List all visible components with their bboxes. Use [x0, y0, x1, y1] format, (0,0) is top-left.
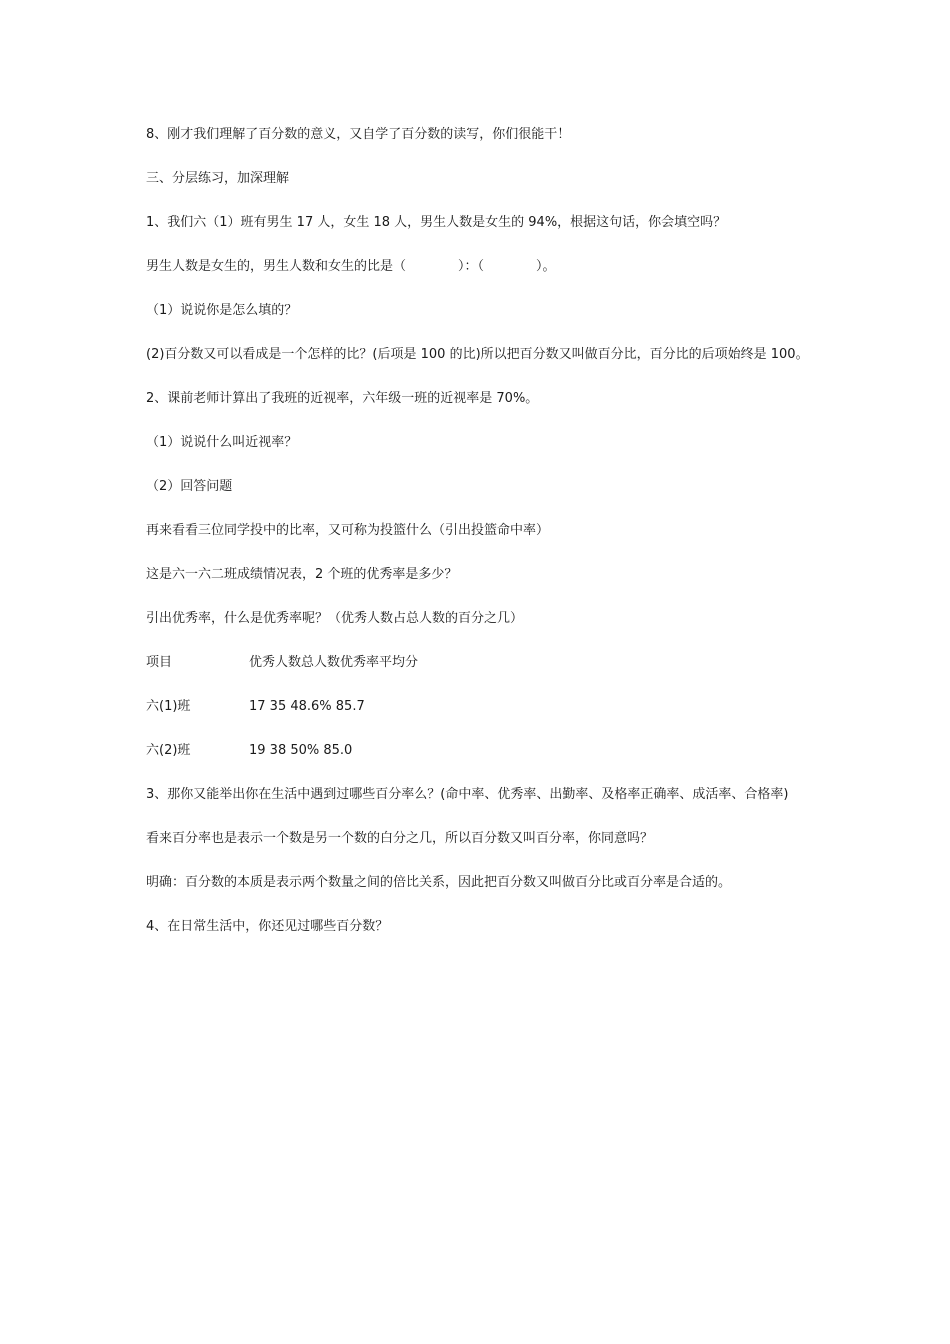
paragraph-excellence-rate: 引出优秀率，什么是优秀率呢？（优秀人数占总人数的百分之几）: [146, 611, 524, 626]
paragraph-percent-rate: 看来百分率也是表示一个数是另一个数的白分之几，所以百分数又叫百分率，你同意吗？: [146, 831, 654, 846]
table-row-label: 六(1)班: [146, 699, 191, 714]
table-row: [146, 652, 810, 674]
table-row: [146, 696, 810, 718]
sub-question-1-1: （1）说说你是怎么填的？: [146, 303, 298, 318]
table-row-values: 优秀人数总人数优秀率平均分: [249, 655, 419, 670]
paragraph-score-table-intro: 这是六一六二班成绩情况表，2 个班的优秀率是多少？: [146, 567, 458, 582]
paragraph-basketball: 再来看看三位同学投中的比率，又可称为投篮什么（引出投篮命中率）: [146, 523, 550, 538]
question-4: 4、在日常生活中，你还见过哪些百分数？: [146, 919, 389, 934]
sub-question-2-2: （2）回答问题: [146, 479, 233, 494]
section-heading: 三、分层练习，加深理解: [146, 171, 290, 186]
paragraph-summary: 8、刚才我们理解了百分数的意义，又自学了百分数的读写，你们很能干！: [146, 127, 571, 142]
table-row-label: 项目: [146, 655, 173, 670]
question-2: 2、课前老师计算出了我班的近视率，六年级一班的近视率是 70%。: [146, 391, 539, 406]
table-row-values: 17 35 48.6% 85.7: [249, 699, 365, 714]
fill-in-blank: 男生人数是女生的，男生人数和女生的比是（ ）：（ ）。: [146, 259, 556, 274]
paragraph-conclusion: 明确：百分数的本质是表示两个数量之间的倍比关系，因此把百分数又叫做百分比或百分率是合适的。: [146, 875, 732, 890]
question-3: 3、那你又能举出你在生活中遇到过哪些百分率么？(命中率、优秀率、出勤率、及格率正确率、成活率、合格率): [146, 787, 789, 802]
table-row-label: 六(2)班: [146, 743, 191, 758]
sub-question-2-1: （1）说说什么叫近视率？: [146, 435, 298, 450]
question-1: 1、我们六（1）班有男生 17 人，女生 18 人，男生人数是女生的 94%，根据这句话，你会填空吗？: [146, 215, 727, 230]
table-row-values: 19 38 50% 85.0: [249, 743, 353, 758]
document-body: [146, 124, 810, 960]
table-row: [146, 740, 810, 762]
sub-question-1-2: (2)百分数又可以看成是一个怎样的比？(后项是 100 的比)所以把百分数又叫做百分比，百分比的后项始终是 100。: [146, 347, 809, 362]
